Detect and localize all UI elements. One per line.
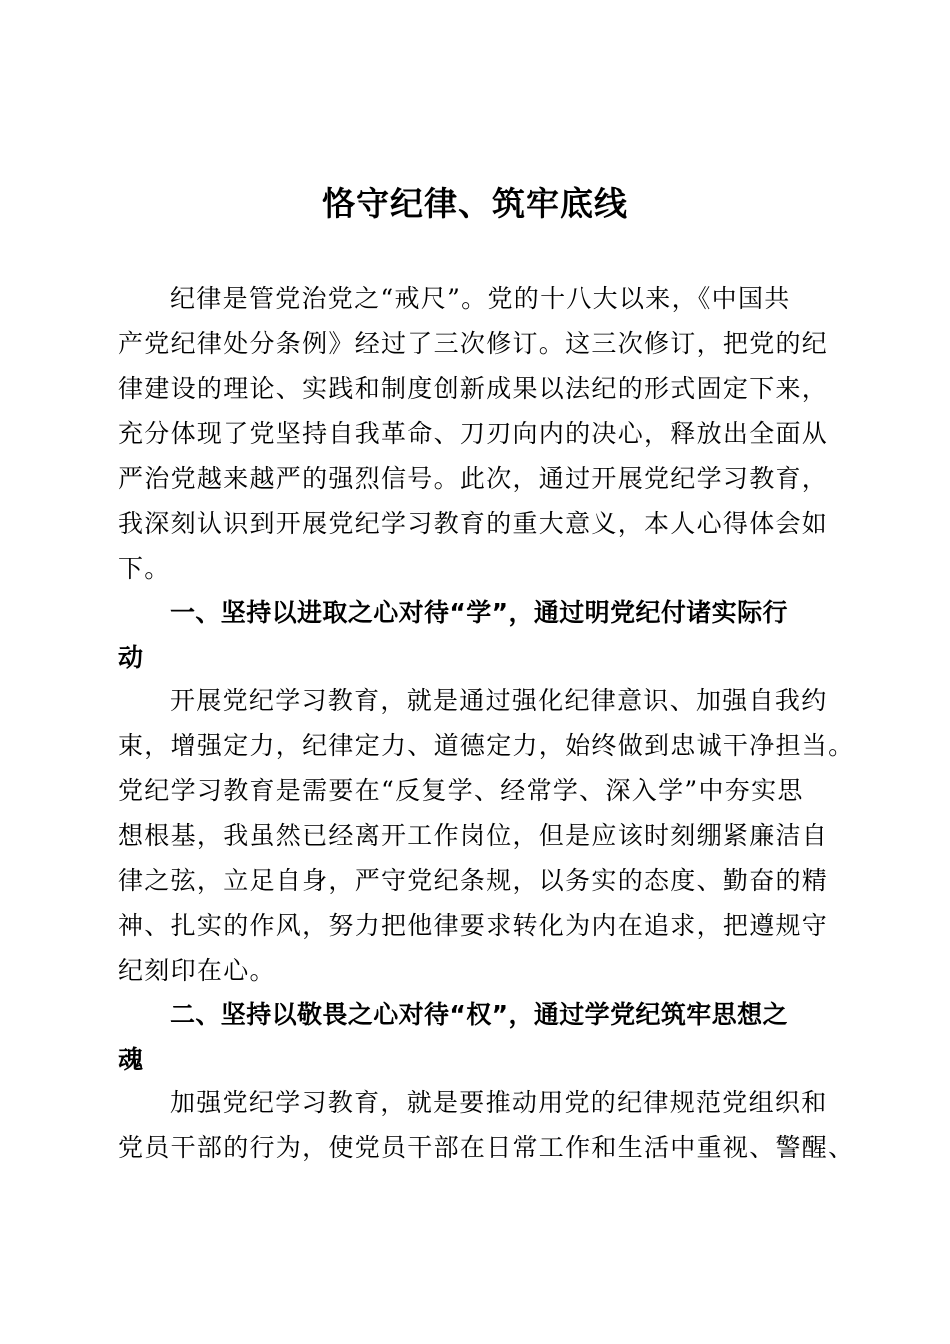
- paragraph-line: 律建设的理论、实践和制度创新成果以法纪的形式固定下来，: [118, 374, 829, 403]
- intro-paragraph: [118, 276, 838, 591]
- paragraph-line: 束，增强定力，纪律定力、道德定力，始终做到忠诚干净担当。: [118, 731, 855, 760]
- paragraph-line: 下。: [118, 554, 171, 583]
- paragraph-line: 纪刻印在心。: [118, 956, 276, 985]
- paragraph-line: 严治党越来越严的强烈信号。此次，通过开展党纪学习教育，: [118, 464, 829, 493]
- paragraph-line: 律之弦，立足自身，严守党纪条规，以务实的态度、勤奋的精: [118, 866, 829, 895]
- heading-line: 二、坚持以敬畏之心对待“权”，通过学党纪筑牢思想之: [170, 1000, 788, 1029]
- paragraph-line: 神、扎实的作风，努力把他律要求转化为内在追求，把遵规守: [118, 911, 829, 940]
- paragraph-line: 我深刻认识到开展党纪学习教育的重大意义，本人心得体会如: [118, 509, 829, 538]
- section-1-paragraph: [118, 678, 855, 993]
- heading-line: 魂: [118, 1045, 144, 1074]
- paragraph-line: 党员干部的行为，使党员干部在日常工作和生活中重视、警醒、: [118, 1133, 855, 1162]
- paragraph-line: 开展党纪学习教育，就是通过强化纪律意识、加强自我约: [170, 686, 828, 715]
- heading-line: 动: [118, 643, 144, 672]
- paragraph-line: 纪律是管党治党之“戒尺”。党的十八大以来，《中国共: [170, 284, 791, 313]
- heading-line: 一、坚持以进取之心对待“学”，通过明党纪付诸实际行: [170, 598, 788, 627]
- paragraph-line: 充分体现了党坚持自我革命、刀刃向内的决心，释放出全面从: [118, 419, 829, 448]
- section-heading-2: [118, 992, 838, 1082]
- paragraph-line: 党纪学习教育是需要在“反复学、经常学、深入学”中夯实思: [118, 776, 804, 805]
- paragraph-line: 想根基，我虽然已经离开工作岗位，但是应该时刻绷紧廉洁自: [118, 821, 829, 850]
- paragraph-line: 加强党纪学习教育，就是要推动用党的纪律规范党组织和: [170, 1088, 828, 1117]
- section-heading-1: [118, 590, 838, 680]
- section-2-paragraph: [118, 1080, 855, 1170]
- document-title: 恪守纪律、筑牢底线: [322, 184, 628, 223]
- paragraph-line: 产党纪律处分条例》经过了三次修订。这三次修订，把党的纪: [118, 329, 829, 358]
